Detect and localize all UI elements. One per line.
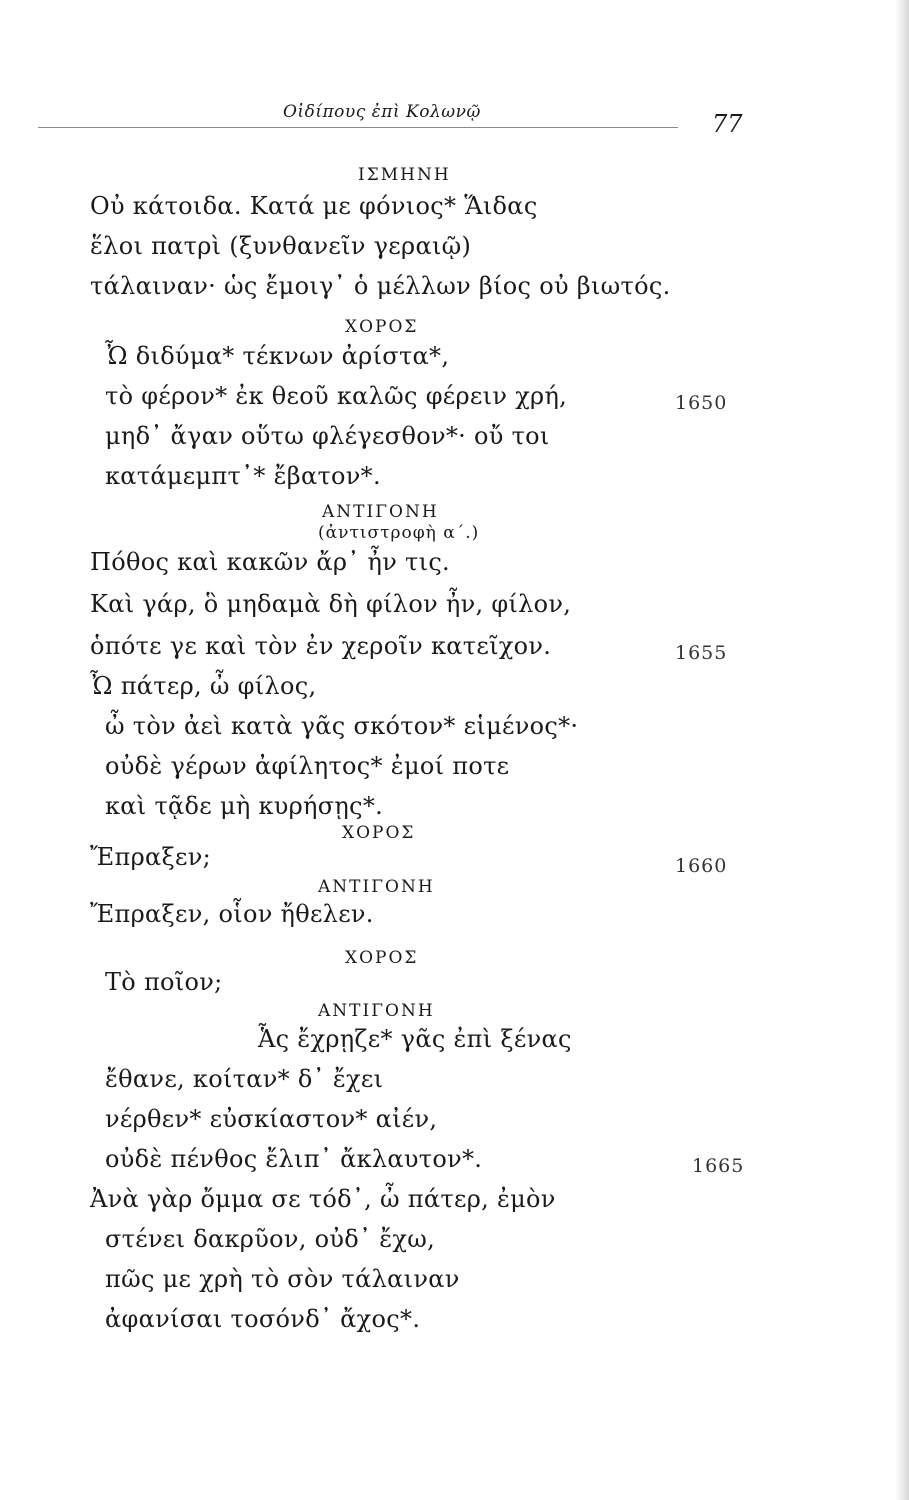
verse-line: Ἇς ἔχρῃζε* γᾶς ἐπὶ ξένας [258,1025,572,1053]
verse-line: ὁπότε γε καὶ τὸν ἐν χεροῖν κατεῖχον. [90,632,552,660]
speaker-chorus: ΧΟΡΟΣ [345,317,419,337]
verse-line: μηδ᾽ ἄγαν οὕτω φλέγεσθον*· οὔ τοι [105,422,550,450]
verse-line: νέρθεν* εὐσκίαστον* αἰέν, [105,1105,438,1133]
page-edge-shadow [895,0,909,1500]
verse-line: καὶ τᾷδε μὴ κυρήσῃς*. [105,792,384,820]
verse-line: Ὦ διδύμα* τέκνων ἀρίστα*, [105,342,450,370]
page-number: 77 [712,110,743,138]
verse-line: στένει δακρῦον, οὐδ᾽ ἔχω, [105,1225,436,1253]
verse-line: τάλαιναν· ὡς ἔμοιγ᾽ ὁ μέλλων βίος οὐ βιωτός. [90,272,671,300]
verse-line: Ἔπραξεν, οἷον ἤθελεν. [90,900,374,928]
verse-line: Τὸ ποῖον; [105,968,223,996]
verse-line: Πόθος καὶ κακῶν ἄρ᾽ ἦν τις. [90,548,450,576]
verse-line: πῶς με χρὴ τὸ σὸν τάλαιναν [105,1265,460,1293]
verse-line: κατάμεμπτ᾽* ἔβατον*. [105,462,381,490]
verse-line: Οὐ κάτοιδα. Κατά με φόνιος* Ἅιδας [90,192,538,220]
verse-line: ὦ τὸν ἀεὶ κατὰ γᾶς σκότον* εἱμένος*· [105,712,579,740]
verse-line: οὐδὲ γέρων ἀφίλητος* ἐμοί ποτε [105,752,510,780]
verse-line: οὐδὲ πένθος ἔλιπ᾽ ἄκλαυτον*. [105,1145,483,1173]
running-header-title: Οἰδίπους ἐπὶ Κολωνῷ [283,102,481,122]
verse-line: ἀφανίσαι τοσόνδ᾽ ἄχος*. [105,1305,421,1333]
verse-line: ἔθανε, κοίταν* δ᾽ ἔχει [105,1065,384,1093]
line-number: 1660 [675,855,728,877]
verse-line: Ἔπραξεν; [90,843,212,871]
verse-line: Καὶ γάρ, ὃ μηδαμὰ δὴ φίλον ἦν, φίλον, [90,590,572,618]
speaker-antigone: ΑΝΤΙΓΟΝΗ [318,1001,435,1021]
line-number: 1655 [675,642,728,664]
header-rule [38,127,678,128]
stage-direction: (ἀντιστροφὴ α΄.) [318,523,480,543]
speaker-antigone: ΑΝΤΙΓΟΝΗ [318,877,435,897]
speaker-ismene: ΙΣΜΗΝΗ [358,165,451,185]
line-number: 1650 [675,392,728,414]
verse-line: Ὦ πάτερ, ὦ φίλος, [90,672,317,700]
speaker-chorus: ΧΟΡΟΣ [342,823,416,843]
line-number: 1665 [692,1155,745,1177]
verse-line: τὸ φέρον* ἐκ θεοῦ καλῶς φέρειν χρή, [105,382,568,410]
verse-line: Ἀνὰ γὰρ ὄμμα σε τόδ᾽, ὦ πάτερ, ἐμὸν [90,1185,556,1213]
speaker-antigone: ΑΝΤΙΓΟΝΗ [322,502,439,522]
verse-line: ἕλοι πατρὶ (ξυνθανεῖν γεραιῷ) [90,232,472,260]
speaker-chorus: ΧΟΡΟΣ [345,948,419,968]
